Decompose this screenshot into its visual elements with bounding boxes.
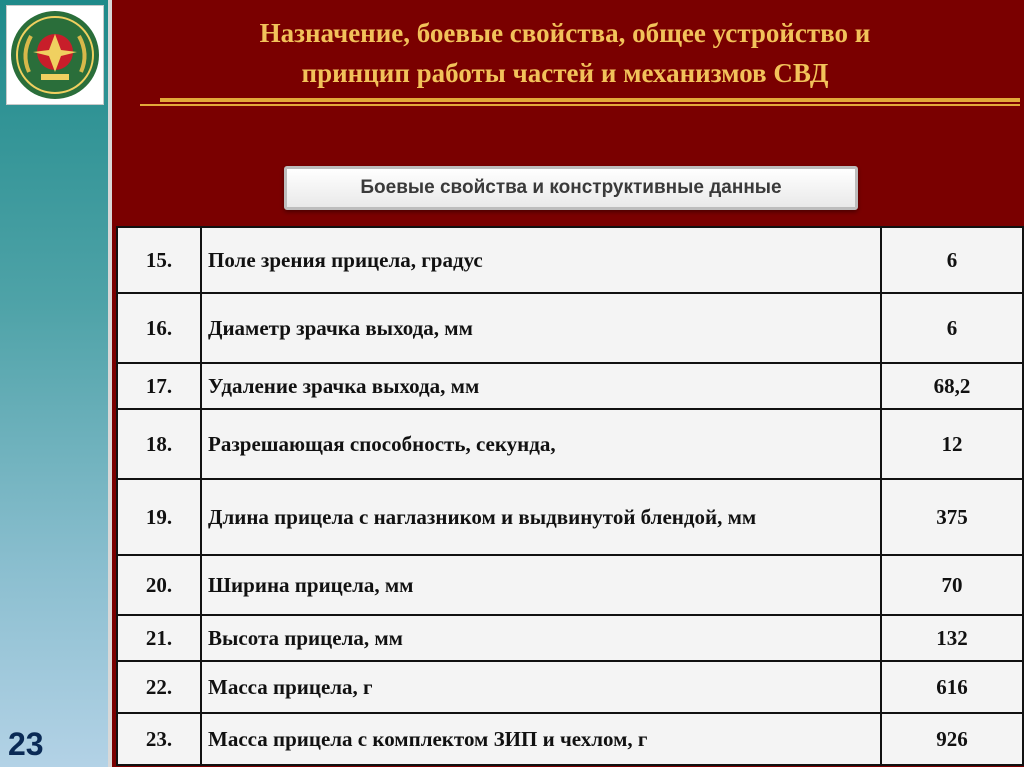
row-number: 15.	[117, 227, 201, 293]
row-value: 12	[881, 409, 1023, 479]
row-value: 6	[881, 293, 1023, 363]
row-description: Разрешающая способность, секунда,	[201, 409, 881, 479]
table-row	[117, 661, 1023, 713]
row-description: Диаметр зрачка выхода, мм	[201, 293, 881, 363]
section-subtitle: Боевые свойства и конструктивные данные	[284, 166, 858, 210]
row-value: 68,2	[881, 363, 1023, 409]
table-row	[117, 479, 1023, 555]
sidebar	[0, 0, 110, 767]
title-line-1: Назначение, боевые свойства, общее устройство и	[259, 18, 871, 48]
title-underline-thin	[140, 104, 1020, 106]
row-value: 132	[881, 615, 1023, 661]
specs-table	[116, 226, 1024, 766]
table-row	[117, 409, 1023, 479]
row-value: 375	[881, 479, 1023, 555]
row-number: 23.	[117, 713, 201, 765]
row-description: Масса прицела, г	[201, 661, 881, 713]
row-value: 6	[881, 227, 1023, 293]
row-description: Длина прицела с наглазником и выдвинутой блендой, мм	[201, 479, 881, 555]
row-number: 20.	[117, 555, 201, 615]
table-row	[117, 555, 1023, 615]
row-description: Высота прицела, мм	[201, 615, 881, 661]
table-row	[117, 363, 1023, 409]
row-number: 18.	[117, 409, 201, 479]
row-description: Поле зрения прицела, градус	[201, 227, 881, 293]
title-line-2: принцип работы частей и механизмов СВД	[301, 58, 829, 88]
row-number: 22.	[117, 661, 201, 713]
title-underline	[160, 98, 1020, 102]
table-row	[117, 713, 1023, 765]
row-description: Масса прицела с комплектом ЗИП и чехлом, г	[201, 713, 881, 765]
row-value: 926	[881, 713, 1023, 765]
table-row	[117, 615, 1023, 661]
table-row	[117, 227, 1023, 293]
table-row	[117, 293, 1023, 363]
row-description: Ширина прицела, мм	[201, 555, 881, 615]
emblem-logo	[6, 5, 104, 105]
row-number: 16.	[117, 293, 201, 363]
row-number: 17.	[117, 363, 201, 409]
row-number: 19.	[117, 479, 201, 555]
slide-title	[150, 13, 980, 93]
row-value: 70	[881, 555, 1023, 615]
row-description: Удаление зрачка выхода, мм	[201, 363, 881, 409]
row-value: 616	[881, 661, 1023, 713]
page-number: 23	[8, 726, 44, 762]
row-number: 21.	[117, 615, 201, 661]
emblem-icon	[7, 6, 103, 104]
